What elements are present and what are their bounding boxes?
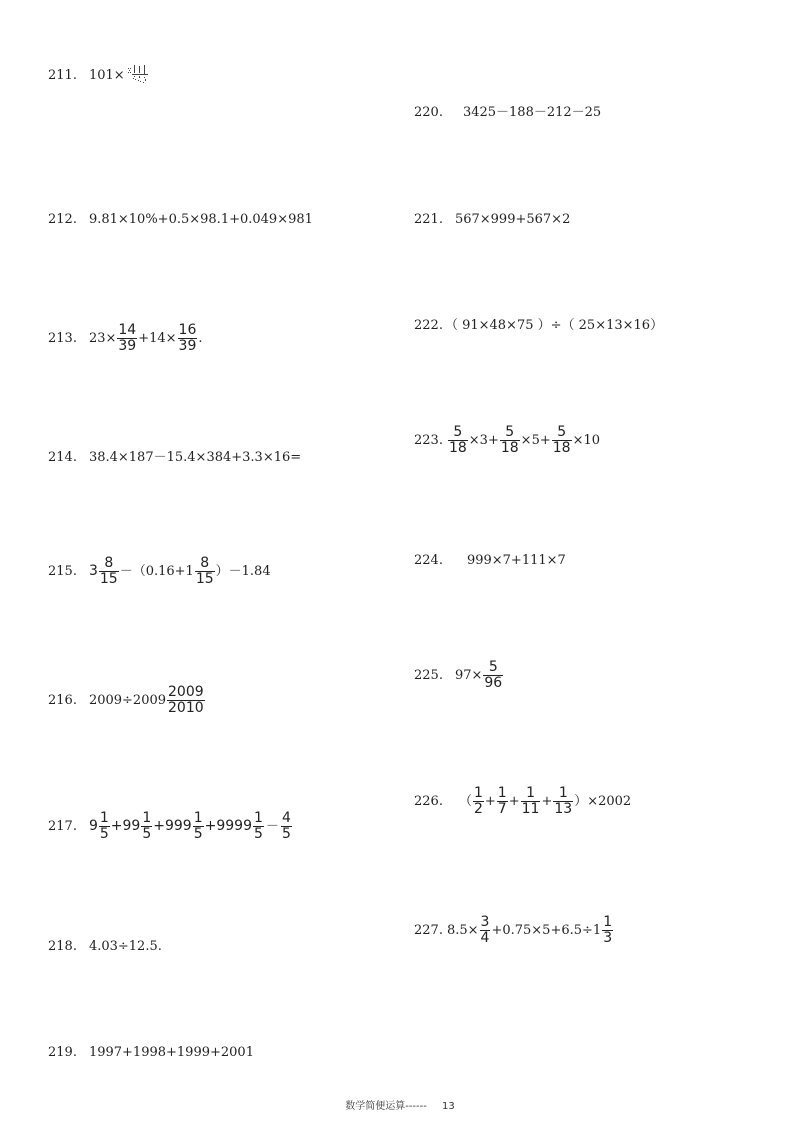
problem-number: 219.: [48, 1045, 77, 1060]
problem-220: [414, 106, 601, 119]
fraction: [117, 323, 137, 353]
whole-number: 3: [88, 563, 98, 580]
denominator: 2010: [168, 699, 204, 716]
numerator: 1: [558, 785, 568, 801]
numerator: 8: [104, 555, 114, 571]
denominator: 5: [142, 825, 152, 842]
problem-number: 224.: [414, 553, 443, 568]
denominator: 5: [254, 825, 263, 842]
fraction: [253, 811, 264, 841]
fraction: [167, 685, 205, 715]
whole-number: +999: [153, 818, 192, 835]
fraction: [500, 425, 520, 455]
fraction: [448, 425, 468, 455]
denominator: 2: [473, 800, 483, 817]
whole-number: 9: [88, 818, 98, 835]
fraction: [602, 915, 613, 945]
problem-227: [414, 915, 614, 945]
problem-number: 221.: [414, 212, 443, 227]
whole-number: +9999: [204, 818, 252, 835]
problem-number: 213.: [48, 330, 77, 346]
fraction: [178, 323, 198, 353]
denominator: 15: [99, 570, 118, 587]
numerator: 5: [488, 659, 498, 675]
numerator: 2009: [168, 684, 204, 700]
numerator: 3: [480, 914, 490, 930]
expression: 101×: [88, 67, 125, 83]
denominator: 7: [497, 800, 507, 817]
problem-number: 212.: [48, 212, 77, 227]
problem-number: 211.: [48, 67, 77, 83]
plus-sign: +: [508, 793, 520, 809]
fraction: [99, 811, 110, 841]
numerator: 1: [193, 810, 203, 826]
fraction: [483, 660, 503, 690]
fraction: [193, 811, 204, 841]
page-number: 13: [442, 1101, 455, 1112]
problem-number: 226.: [414, 793, 443, 809]
numerator: 1: [142, 810, 152, 826]
problem-number: 223.: [414, 432, 443, 448]
problem-215: [48, 556, 271, 586]
expression: 38.4×187－15.4×384+3.3×16=: [88, 450, 302, 465]
denominator: 4: [480, 929, 490, 946]
expression: 999×7+111×7: [466, 553, 566, 568]
expression-part: ×5+: [520, 432, 551, 448]
numerator: 4: [281, 810, 291, 826]
problem-214: [48, 451, 301, 464]
numerator: 8: [200, 555, 210, 571]
denominator: 39: [178, 337, 197, 354]
denominator: 11: [521, 800, 540, 817]
denominator: 15: [195, 570, 214, 587]
problem-number: 222.: [414, 318, 443, 333]
expression-part: 2009÷2009: [88, 692, 167, 708]
expression: 1997+1998+1999+2001: [88, 1045, 254, 1060]
problem-number: 225.: [414, 667, 443, 683]
numerator: 5: [505, 424, 515, 440]
problem-221: [414, 213, 570, 226]
open-paren: （: [458, 793, 472, 809]
problem-211: [48, 64, 153, 86]
minus-sign: －: [265, 818, 279, 834]
fraction: [195, 556, 215, 586]
expression-part: －（0.16+1: [119, 563, 194, 579]
close-paren: ）×2002: [574, 793, 632, 809]
expression-part: 8.5×: [446, 922, 479, 938]
numerator: 14: [118, 322, 137, 338]
page-footer: [0, 1097, 800, 1112]
denominator: 18: [448, 439, 467, 456]
expression: 567×999+567×2: [454, 212, 571, 227]
problem-number: 220.: [414, 105, 443, 120]
expression: 3425－188－212－25: [462, 105, 602, 120]
problem-number: 215.: [48, 563, 77, 579]
expression-part: +0.75×5+6.5÷1: [491, 922, 602, 938]
expression-part: 23×: [88, 330, 117, 346]
fraction: [141, 811, 152, 841]
expression: （ 91×48×75 ）÷（ 25×13×16）: [444, 318, 664, 333]
problem-225: [414, 660, 504, 690]
problem-213: [48, 323, 203, 353]
footer-title: 数学简便运算------: [345, 1101, 427, 1112]
numerator: 1: [473, 785, 483, 801]
expression-part: +14×: [138, 330, 177, 346]
problem-number: 218.: [48, 939, 77, 954]
expression: 4.03÷12.5.: [88, 939, 162, 954]
problem-number: 217.: [48, 818, 77, 834]
problem-223: [414, 425, 600, 455]
fraction: [99, 556, 119, 586]
fraction: [553, 786, 573, 816]
numerator: 1: [526, 785, 535, 801]
numerator: 5: [453, 424, 463, 440]
problem-226: [414, 786, 631, 816]
denominator: 5: [281, 825, 291, 842]
garbled-fraction-image: [127, 64, 153, 86]
denominator: 5: [99, 825, 109, 842]
denominator: 18: [500, 439, 519, 456]
whole-number: +99: [110, 818, 141, 835]
numerator: 1: [99, 810, 109, 826]
denominator: 13: [554, 800, 573, 817]
fraction: [521, 786, 541, 816]
numerator: 5: [557, 424, 567, 440]
numerator: 1: [254, 810, 263, 826]
denominator: 5: [193, 825, 203, 842]
fraction: [497, 786, 508, 816]
denominator: 39: [118, 337, 137, 354]
problem-number: 216.: [48, 692, 77, 708]
expression-part: ×3+: [468, 432, 499, 448]
fraction: [473, 786, 484, 816]
plus-sign: +: [484, 793, 496, 809]
numerator: 1: [603, 914, 613, 930]
expression-part: ×10: [572, 432, 600, 448]
denominator: 18: [552, 439, 571, 456]
problem-216: [48, 685, 206, 715]
problem-224: [414, 554, 566, 567]
fraction: [281, 811, 292, 841]
fraction: [552, 425, 572, 455]
expression-part: .: [198, 330, 203, 346]
fraction: [480, 915, 491, 945]
problem-219: [48, 1046, 254, 1059]
problem-217: [48, 811, 293, 841]
problem-number: 227.: [414, 922, 443, 938]
numerator: 1: [497, 785, 507, 801]
problem-218: [48, 940, 162, 953]
expression-part: 97×: [454, 667, 483, 683]
plus-sign: +: [541, 793, 553, 809]
problem-222: [414, 319, 663, 332]
numerator: 16: [178, 322, 197, 338]
denominator: 3: [603, 929, 613, 946]
expression: 9.81×10%+0.5×98.1+0.049×981: [88, 212, 313, 227]
problem-212: [48, 213, 313, 226]
expression-part: ）－1.84: [215, 563, 271, 579]
denominator: 96: [484, 674, 503, 691]
problem-number: 214.: [48, 450, 77, 465]
